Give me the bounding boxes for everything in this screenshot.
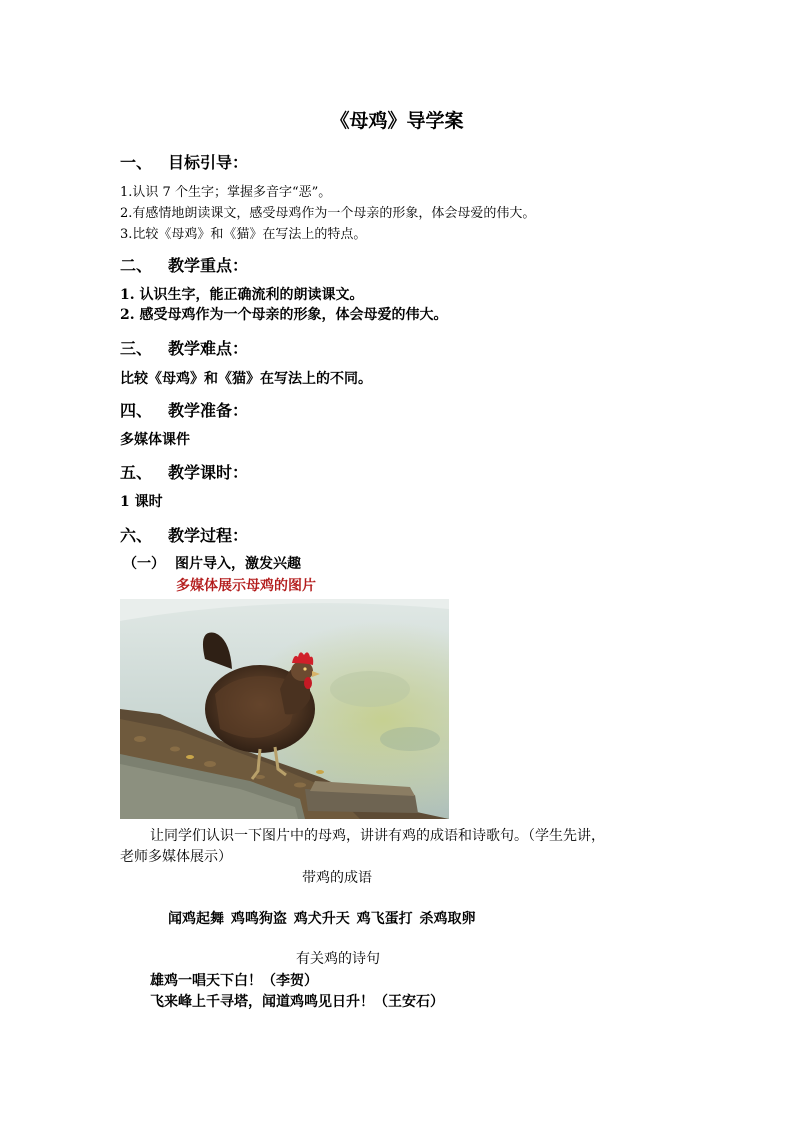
section-2-number: 二、 (120, 256, 153, 275)
step-1-title: 图片导入，激发兴趣 (175, 556, 301, 572)
section-2-heading (120, 253, 248, 276)
step-1-number: （一） (123, 556, 165, 572)
section-4-heading (120, 398, 248, 421)
section-1-title: 目标引导： (168, 153, 249, 172)
section-6-title: 教学过程： (168, 526, 249, 545)
hen-photo (120, 599, 449, 819)
section-3-title: 教学难点： (168, 339, 249, 358)
key-point-1: 1. 认识生字，能正确流利的朗读课文。 (120, 287, 364, 303)
section-6-heading (120, 523, 248, 546)
page-title: 《母鸡》导学案 (330, 110, 464, 132)
section-6-number: 六、 (120, 526, 153, 545)
intro-paragraph-line-1: 让同学们认识一下图片中的母鸡，讲讲有鸡的成语和诗歌句。（学生先讲， (150, 828, 605, 844)
idioms-list: 闻鸡起舞 鸡鸣狗盗 鸡犬升天 鸡飞蛋打 杀鸡取卵 (168, 911, 476, 927)
section-3-heading (120, 336, 248, 359)
media-note: 多媒体展示母鸡的图片 (176, 578, 316, 594)
goal-item-1: 1.认识 7 个生字；掌握多音字“恶”。 (120, 185, 332, 200)
section-1-heading (120, 150, 248, 173)
poems-heading: 有关鸡的诗句 (296, 951, 380, 967)
section-4-title: 教学准备： (168, 401, 249, 420)
goal-item-2: 2.有感情地朗读课文，感受母鸡作为一个母亲的形象，体会母爱的伟大。 (120, 206, 536, 221)
section-1-number: 一、 (120, 153, 153, 172)
idioms-heading: 带鸡的成语 (302, 870, 372, 886)
section-5-number: 五、 (120, 463, 153, 482)
difficulty-text: 比较《母鸡》和《猫》在写法上的不同。 (120, 371, 372, 387)
class-hours-text: 1 课时 (120, 494, 163, 510)
section-4-number: 四、 (120, 401, 153, 420)
section-2-title: 教学重点： (168, 256, 249, 275)
goal-item-3: 3.比较《母鸡》和《猫》在写法上的特点。 (120, 227, 367, 242)
preparation-text: 多媒体课件 (120, 432, 190, 448)
section-3-number: 三、 (120, 339, 153, 358)
intro-paragraph-line-2: 老师多媒体展示） (120, 849, 232, 865)
key-point-2: 2. 感受母鸡作为一个母亲的形象，体会母爱的伟大。 (120, 307, 448, 323)
section-5-heading (120, 460, 248, 483)
poem-line-1: 雄鸡一唱天下白！（李贺） (150, 973, 318, 989)
poem-line-2: 飞来峰上千寻塔，闻道鸡鸣见日升！（王安石） (150, 994, 444, 1010)
process-step-1 (123, 553, 301, 573)
section-5-title: 教学课时： (168, 463, 249, 482)
